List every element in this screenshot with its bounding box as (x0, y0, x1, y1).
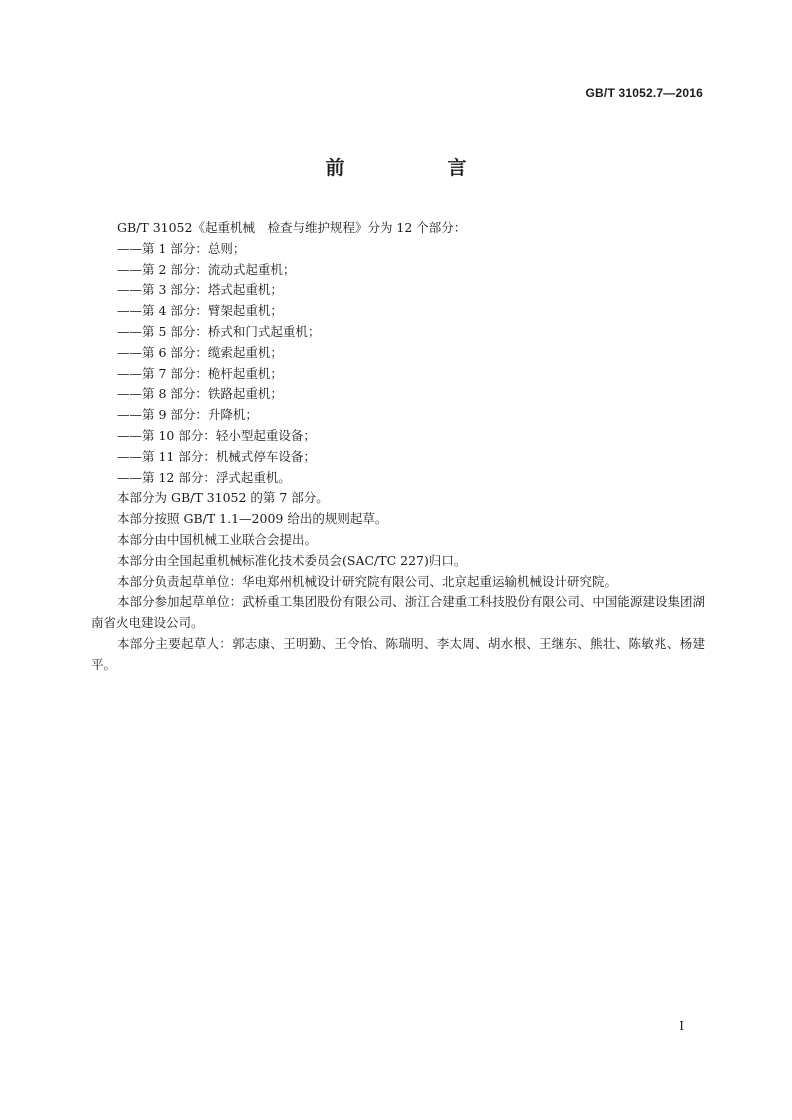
page-number: I (679, 1019, 684, 1033)
list-item: ——第 5 部分：桥式和门式起重机； (117, 323, 321, 339)
list-item: ——第 2 部分：流动式起重机； (117, 261, 296, 277)
paragraph: 本部分由中国机械工业联合会提出。 (117, 531, 318, 547)
paragraph: GB/T 31052《起重机械 检查与维护规程》分为 12 个部分： (117, 220, 467, 235)
list-item: ——第 9 部分：升降机； (117, 407, 258, 423)
foreword-body (91, 218, 705, 676)
paragraph: 本部分为 GB/T 31052 的第 7 部分。 (117, 490, 329, 506)
list-item: ——第 3 部分：塔式起重机； (117, 282, 283, 298)
list-item: ——第 7 部分：桅杆起重机； (117, 365, 283, 381)
list-item: ——第 11 部分：机械式停车设备； (117, 448, 316, 464)
list-item: ——第 1 部分：总则； (117, 240, 246, 256)
paragraph: 本部分由全国起重机械标准化技术委员会(SAC/TC 227)归口。 (117, 552, 467, 568)
page-title: 前 言 (325, 157, 509, 179)
document-code: GB/T 31052.7—2016 (585, 86, 703, 100)
list-item: ——第 8 部分：铁路起重机； (117, 386, 283, 402)
list-item: ——第 10 部分：轻小型起重设备； (117, 427, 316, 443)
paragraph: 本部分按照 GB/T 1.1—2009 给出的规则起草。 (117, 511, 388, 527)
list-item: ——第 4 部分：臂架起重机； (117, 303, 283, 319)
paragraph: 本部分参加起草单位：武桥重工集团股份有限公司、浙江合建重工科技股份有限公司、中国能源建设集团湖南省火电建设公司。 (91, 594, 705, 631)
paragraph: 本部分负责起草单位：华电郑州机械设计研究院有限公司、北京起重运输机械设计研究院。 (117, 573, 618, 589)
list-item: ——第 6 部分：缆索起重机； (117, 344, 283, 360)
paragraph: 本部分主要起草人：郭志康、王明勤、王令怡、陈瑞明、李太周、胡水根、王继东、熊壮、陈敏兆、杨建平。 (91, 635, 705, 672)
list-item: ——第 12 部分：浮式起重机。 (117, 469, 291, 485)
